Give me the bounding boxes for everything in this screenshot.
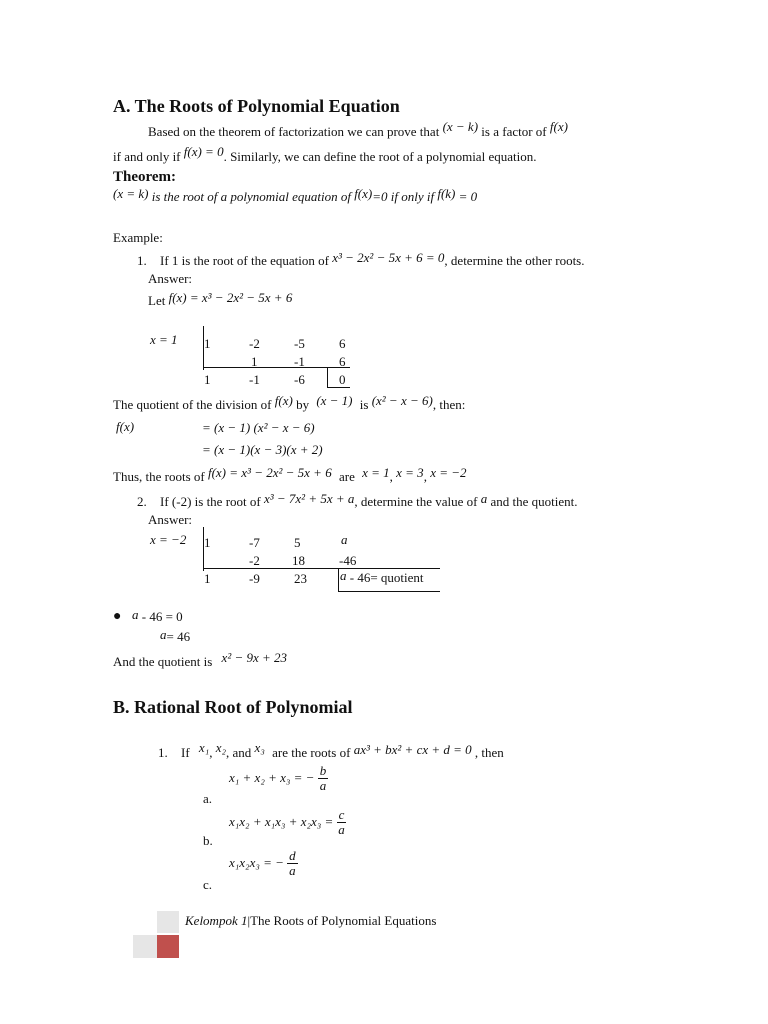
theorem-eq0: =0 if only if <box>372 189 435 204</box>
quotient-text: The quotient of the division of <box>113 397 272 412</box>
footer-square-gray-bottom <box>133 935 157 958</box>
x3: x₃ <box>254 740 265 755</box>
theorem-statement <box>113 186 478 204</box>
item1-eq: ax³ + bx² + cx + d = 0 <box>353 742 472 757</box>
ex2-end: and the quotient. <box>490 494 578 509</box>
vieta-b <box>229 808 346 838</box>
vieta-c <box>229 849 298 879</box>
intro2a: if and only if <box>113 149 181 164</box>
synth2-r1c1: 1 <box>204 535 211 550</box>
example-2 <box>137 491 578 509</box>
ex1-end: , determine the other roots. <box>444 253 585 268</box>
synth1-r3c1: 1 <box>204 372 211 387</box>
vieta-b-num: c <box>338 807 345 822</box>
quotient-then: , then: <box>432 397 466 412</box>
intro2-fx0: f(x) = 0 <box>183 144 224 159</box>
footer-square-gray-top <box>157 911 179 933</box>
bullet-a1: a <box>132 607 139 622</box>
quotient-div: (x − 1) <box>316 393 353 408</box>
intro-line-2 <box>113 144 537 164</box>
synth1-r1c1: 1 <box>204 336 211 351</box>
root-3: x = −2 <box>430 465 467 480</box>
synth1-r2c3: -1 <box>294 354 305 369</box>
vieta-c-left: x₁x₂x₃ = − <box>229 854 284 870</box>
synth1-r3c3: -6 <box>294 372 305 387</box>
vieta-a-left: x₁ + x₂ + x₃ = − <box>229 769 315 785</box>
intro-fx: f(x) <box>549 119 568 134</box>
vieta-b-left: x₁x₂ + x₁x₃ + x₂x₃ = <box>229 813 334 829</box>
item1-and: , and <box>226 745 252 760</box>
ex2-num: 2. <box>137 494 147 509</box>
let-eq: f(x) = x³ − 2x² − 5x + 6 <box>168 290 293 305</box>
synth2-r3c3: 23 <box>294 571 307 586</box>
synth2-r1c2: -7 <box>249 535 260 550</box>
synth2-r2c3: 18 <box>292 553 305 568</box>
synth2-r3c2: -9 <box>249 571 260 586</box>
item1-if: If <box>181 745 190 760</box>
synth1-r2c4: 6 <box>339 354 346 369</box>
bullet-l1: - 46 = 0 <box>138 609 183 624</box>
quotient-by: by <box>296 397 310 412</box>
quotient-final-text: And the quotient is <box>113 654 213 669</box>
quotient-line <box>113 393 466 412</box>
intro-xk: (x − k) <box>442 119 479 134</box>
synth2-remainder <box>340 568 424 585</box>
theorem-label: Theorem: <box>113 169 177 185</box>
theorem-xk: (x = k) <box>113 186 149 201</box>
vieta-intro: 1. If x₁, x₂, and x₃ are the roots of ax³ + bx² + cx + d = 0 , then <box>158 740 504 760</box>
vieta-b-fraction <box>337 808 347 838</box>
thus-line: Thus, the roots of f(x) = x³ − 2x² − 5x + 6 are x = 1, x = 3, x = −2 <box>113 465 467 484</box>
ex1-text: If 1 is the root of the equation of <box>160 253 329 268</box>
vieta-a <box>229 764 328 794</box>
item1-are: are the roots of <box>272 745 351 760</box>
ex2-a: a <box>480 491 488 506</box>
thus-text: Thus, the roots of <box>113 469 205 484</box>
ex2-eq: x³ − 7x² + 5x + a <box>263 491 355 506</box>
bullet-l2: = 46 <box>166 629 191 644</box>
vieta-b-den: a <box>338 822 345 838</box>
synth1-r1c3: -5 <box>294 336 305 351</box>
synth2-hbar <box>203 568 440 569</box>
root-1: x = 1 <box>362 465 390 480</box>
footer-text <box>185 914 436 927</box>
synth2-r3c1: 1 <box>204 571 211 586</box>
vieta-c-den: a <box>289 863 296 879</box>
ex1-eq: x³ − 2x² − 5x + 6 = 0 <box>332 250 445 265</box>
example-label: Example: <box>113 230 163 245</box>
synth2-r1c4: a <box>341 532 348 547</box>
bullet-line-1 <box>132 607 183 624</box>
synth1-r3c4: 0 <box>339 372 346 387</box>
footer-sep: | <box>247 913 251 928</box>
x1: x₁ <box>198 740 210 755</box>
synth1-r1c4: 6 <box>339 336 346 351</box>
bullet-dot: ● <box>113 609 122 624</box>
quotient-q: (x² − x − 6) <box>371 393 433 408</box>
let-text: Let <box>148 293 166 308</box>
fx-line-2: = (x − 1)(x − 3)(x + 2) <box>202 442 323 457</box>
footer-group: Kelompok 1 <box>185 913 248 928</box>
vieta-a-num: b <box>319 763 327 778</box>
example-1 <box>137 250 585 268</box>
vieta-a-label: a. <box>203 791 213 806</box>
section-a-title: A. The Roots of Polynomial Equation <box>113 96 400 116</box>
vieta-c-fraction <box>287 849 298 879</box>
answer-1: Answer: <box>148 271 193 286</box>
ex2-text: If (-2) is the root of <box>160 494 261 509</box>
synth2-root: x = −2 <box>150 532 187 547</box>
fx-label: f(x) <box>116 419 135 434</box>
footer-title: The Roots of Polynomial Equations <box>250 913 437 928</box>
bullet-a2: a <box>160 627 167 642</box>
root-2: x = 3 <box>396 465 424 480</box>
theorem-fk: f(k) <box>437 186 456 201</box>
synth2-r1c3: 5 <box>294 535 301 550</box>
ex2-mid: , determine the value of <box>354 494 478 509</box>
synth1-box-left <box>327 368 328 388</box>
intro2b: . Similarly, we can define the root of a polynomial equation. <box>223 149 537 164</box>
x2: x₂ <box>215 740 227 755</box>
quotient-fx: f(x) <box>274 393 293 408</box>
quotient-is: is <box>359 397 369 412</box>
thus-eq: f(x) = x³ − 2x² − 5x + 6 <box>207 465 332 480</box>
theorem-text: is the root of a polynomial equation of <box>151 189 351 204</box>
intro-line-1 <box>148 119 568 139</box>
let-line <box>148 290 293 308</box>
synth2-rem-a: a <box>340 568 347 583</box>
quotient-final: x² − 9x + 23 <box>221 650 288 665</box>
theorem-fx: f(x) <box>354 186 373 201</box>
vieta-c-label: c. <box>203 877 213 892</box>
item1-then: , then <box>474 745 504 760</box>
section-b-title: B. Rational Root of Polynomial <box>113 697 353 717</box>
item1-num: 1. <box>158 745 168 760</box>
vieta-c-num: d <box>289 848 296 863</box>
thus-are: are <box>338 469 355 484</box>
synth2-box-bottom <box>338 591 440 592</box>
synth2-box-left <box>338 568 339 592</box>
fx-line-1: = (x − 1) (x² − x − 6) <box>202 420 315 435</box>
synth2-r2c2: -2 <box>249 553 260 568</box>
vieta-a-fraction <box>318 764 329 794</box>
synth1-r1c2: -2 <box>249 336 260 351</box>
vieta-b-label: b. <box>203 833 213 848</box>
synth1-r3c2: -1 <box>249 372 260 387</box>
footer-square-red <box>157 935 179 958</box>
synth1-r2c2: 1 <box>251 354 258 369</box>
bullet-line-2 <box>160 627 191 644</box>
answer-2: Answer: <box>148 512 193 527</box>
synth1-box-bottom <box>327 387 350 388</box>
synth2-r2c4: -46 <box>339 553 357 568</box>
quotient-final-line <box>113 650 288 669</box>
ex1-num: 1. <box>137 253 147 268</box>
synth1-root: x = 1 <box>150 332 178 347</box>
intro-text: Based on the theorem of factorization we can prove that <box>148 124 440 139</box>
vieta-a-den: a <box>319 778 327 794</box>
synth2-rem-text: - 46= quotient <box>346 570 424 585</box>
theorem-end: = 0 <box>458 189 478 204</box>
intro-mid: is a factor of <box>481 124 547 139</box>
